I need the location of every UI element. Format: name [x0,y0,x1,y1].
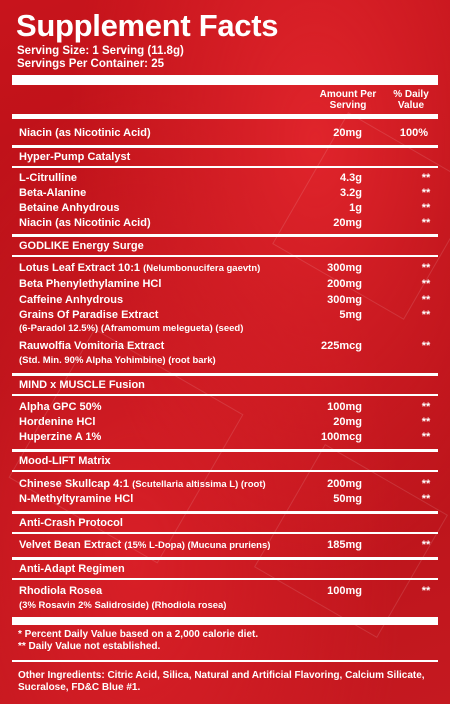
item-dv: ** [421,217,431,229]
item-amount: 200mg [327,278,362,290]
section-divider [12,511,438,514]
item-amount: 50mg [333,493,362,505]
section-rule [12,394,438,396]
item-amount: 1g [349,202,362,214]
amount-per-serving-header: Amount Per Serving [319,89,377,111]
item-dv: ** [421,585,431,597]
thick-divider-top [12,75,438,85]
footnotes [18,629,258,652]
item-name: Alpha GPC 50% [19,401,102,413]
item-dv: ** [421,309,431,321]
item-dv: ** [421,401,431,413]
item-amount: 20mg [333,416,362,428]
header-divider [12,114,438,119]
section-divider [12,449,438,452]
item-dv: ** [421,262,431,274]
item-subnote: (3% Rosavin 2% Salidroside) (Rhodiola rosea) [19,600,227,611]
item-name: N-Methyltyramine HCl [19,493,134,505]
item-amount: 185mg [327,539,362,551]
supplement-facts-panel [12,0,438,704]
item-name: Chinese Skullcap 4:1 (Scutellaria altissima L) (root) [19,478,266,490]
serving-size: Serving Size: 1 Serving (11.8g) [17,45,184,57]
item-dv: ** [421,431,431,443]
item-amount: 3.2g [339,187,362,199]
item-amount: 100mg [327,401,362,413]
item-dv: ** [421,539,431,551]
item-amount: 300mg [327,262,362,274]
section-title-anti-crash: Anti-Crash Protocol [19,517,123,529]
item-name: Beta-Alanine [19,187,87,199]
item-name: Lotus Leaf Extract 10:1 (Nelumbonucifera gaevtn) [19,262,261,274]
item-dv: ** [421,416,431,428]
serving-info [17,45,184,71]
item-amount: 300mg [327,294,362,306]
section-rule [12,166,438,168]
item-amount: 200mg [327,478,362,490]
section-divider [12,145,438,148]
item-name: Betaine Anhydrous [19,202,120,214]
item-dv: ** [421,294,431,306]
section-divider [12,234,438,237]
item-name: Beta Phenylethylamine HCl [19,278,162,290]
item-amount: 5mg [339,309,362,321]
item-name: L-Citrulline [19,172,78,184]
panel-title: Supplement Facts [16,8,279,43]
section-rule [12,532,438,534]
item-dv: ** [421,493,431,505]
item-amount: 225mcg [321,340,362,352]
section-divider [12,557,438,560]
item-subnote: (Std. Min. 90% Alpha Yohimbine) (root bark) [19,355,216,366]
item-dv: ** [421,340,431,352]
item-dv: ** [421,172,431,184]
section-title-hyper-pump: Hyper-Pump Catalyst [19,151,131,163]
section-title-anti-adapt: Anti-Adapt Regimen [19,563,125,575]
item-name: Grains Of Paradise Extract [19,309,159,321]
item-dv: ** [421,278,431,290]
item-amount: 100mcg [321,431,362,443]
item-amount: 100mg [327,585,362,597]
section-title-mood-lift: Mood-LIFT Matrix [19,455,111,467]
section-divider [12,373,438,376]
item-amount: 20mg [333,217,362,229]
section-rule [12,255,438,257]
servings-per-container: Servings Per Container: 25 [17,58,164,70]
item-name: Niacin (as Nicotinic Acid) [19,217,151,229]
other-ingredients: Other Ingredients: Citric Acid, Silica, Natural and Artificial Flavoring, Calcium Silicate, Sucralose, FD&C Blue #1. [18,670,425,693]
thick-divider-bottom [12,617,438,625]
item-name: Caffeine Anhydrous [19,294,124,306]
daily-value-header: % Daily Value [393,89,429,111]
item-dv: ** [421,187,431,199]
top-item-amount: 20mg [333,127,362,139]
item-dv: ** [421,202,431,214]
item-name: Hordenine HCl [19,416,96,428]
footnote-daily-value: * Percent Daily Value based on a 2,000 calorie diet. [18,629,259,640]
section-rule [12,578,438,580]
item-name: Rhodiola Rosea [19,585,103,597]
section-rule [12,470,438,472]
item-name: Rauwolfia Vomitoria Extract [19,340,165,352]
section-title-godlike: GODLIKE Energy Surge [19,240,144,252]
section-title-mind-muscle: MIND x MUSCLE Fusion [19,379,145,391]
item-subnote: (6-Paradol 12.5%) (Aframomum melegueta) (seed) [19,323,244,334]
item-name: Huperzine A 1% [19,431,102,443]
item-amount: 4.3g [339,172,362,184]
top-item-name: Niacin (as Nicotinic Acid) [19,127,151,139]
footer-rule [12,660,438,662]
footnote-not-established: ** Daily Value not established. [18,640,161,652]
top-item-dv: 100% [399,127,429,139]
item-name: Velvet Bean Extract (15% L-Dopa) (Mucuna pruriens) [19,539,271,551]
item-dv: ** [421,478,431,490]
